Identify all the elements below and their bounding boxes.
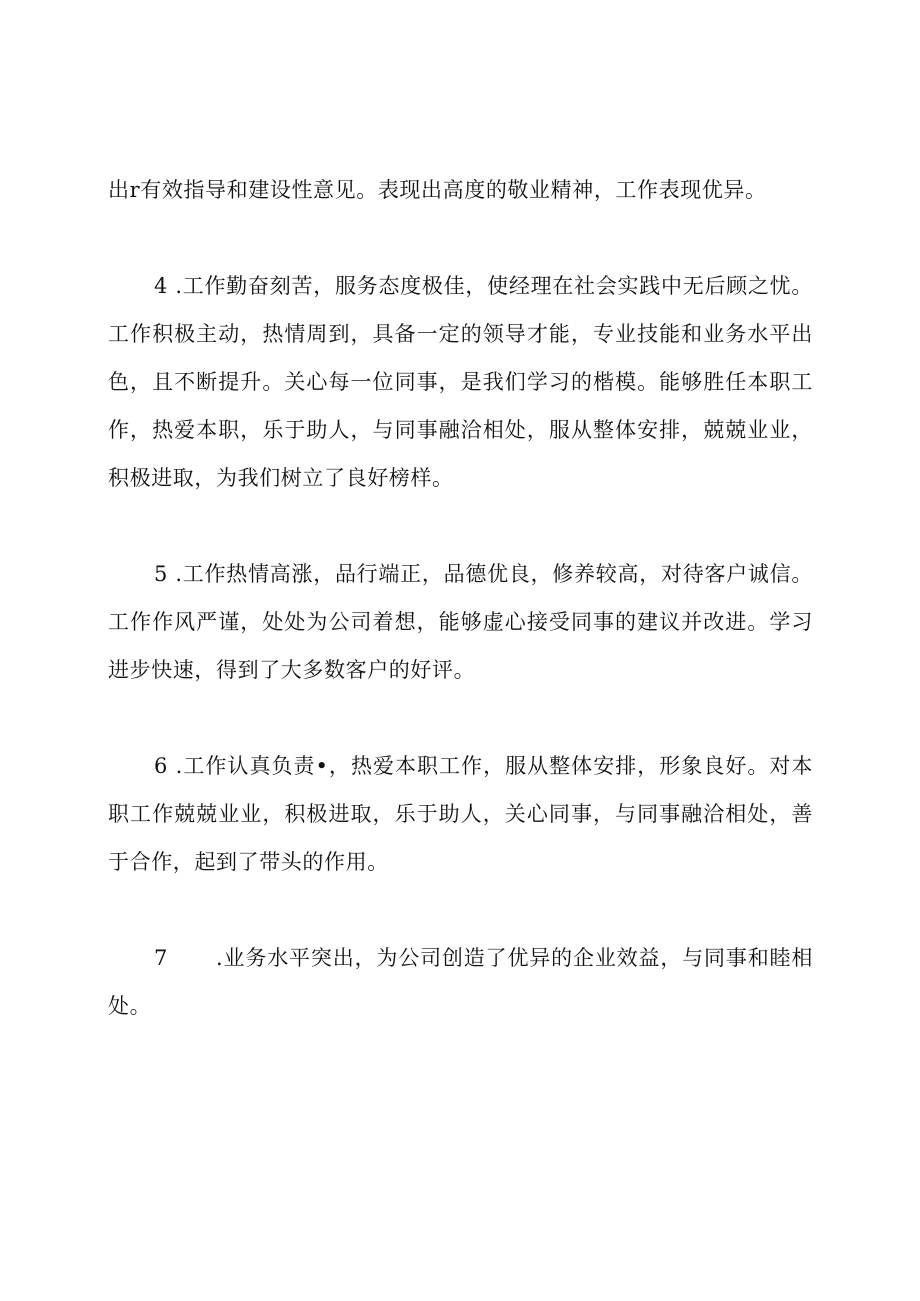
paragraph-continuation bbox=[108, 166, 813, 214]
paragraph-item-6 bbox=[108, 742, 813, 886]
paragraph-text: .工作认真负责•，热爱本职工作，服从整体安排，形象良好。对本职工作兢兢业业，积极进取，乐于助人，关心同事，与同事融洽相处，善于合作，起到了带头的作用。 bbox=[108, 754, 813, 874]
item-number: 4 bbox=[154, 274, 168, 298]
paragraph-text: .业务水平突出，为公司创造了优异的企业效益，与同事和睦相处。 bbox=[108, 946, 813, 1018]
item-number: 5 bbox=[154, 562, 168, 586]
item-number: 6 bbox=[154, 754, 168, 778]
paragraph-text: .工作勤奋刻苦，服务态度极佳，使经理在社会实践中无后顾之忧。工作积极主动，热情周到，具备一定的领导才能，专业技能和业务水平出色，且不断提升。关心每一位同事，是我们学习的楷模。能够胜任本职工作，热爱本职，乐于助人，与同事融洽相处，服从整体安排，兢兢业业，积极进取，为我们树立了良好榜样。 bbox=[108, 274, 813, 490]
paragraph-item-7 bbox=[108, 934, 813, 1030]
paragraph-text: .工作热情高涨，品行端正，品德优良，修养较高，对待客户诚信。工作作风严谨，处处为公司着想，能够虚心接受同事的建议并改进。学习进步快速，得到了大多数客户的好评。 bbox=[108, 562, 813, 682]
paragraph-item-4 bbox=[108, 262, 813, 502]
paragraph-text: 出r有效指导和建设性意见。表现出高度的敬业精神，工作表现优异。 bbox=[108, 178, 767, 202]
paragraph-item-5 bbox=[108, 550, 813, 694]
item-number: 7 bbox=[154, 946, 168, 970]
